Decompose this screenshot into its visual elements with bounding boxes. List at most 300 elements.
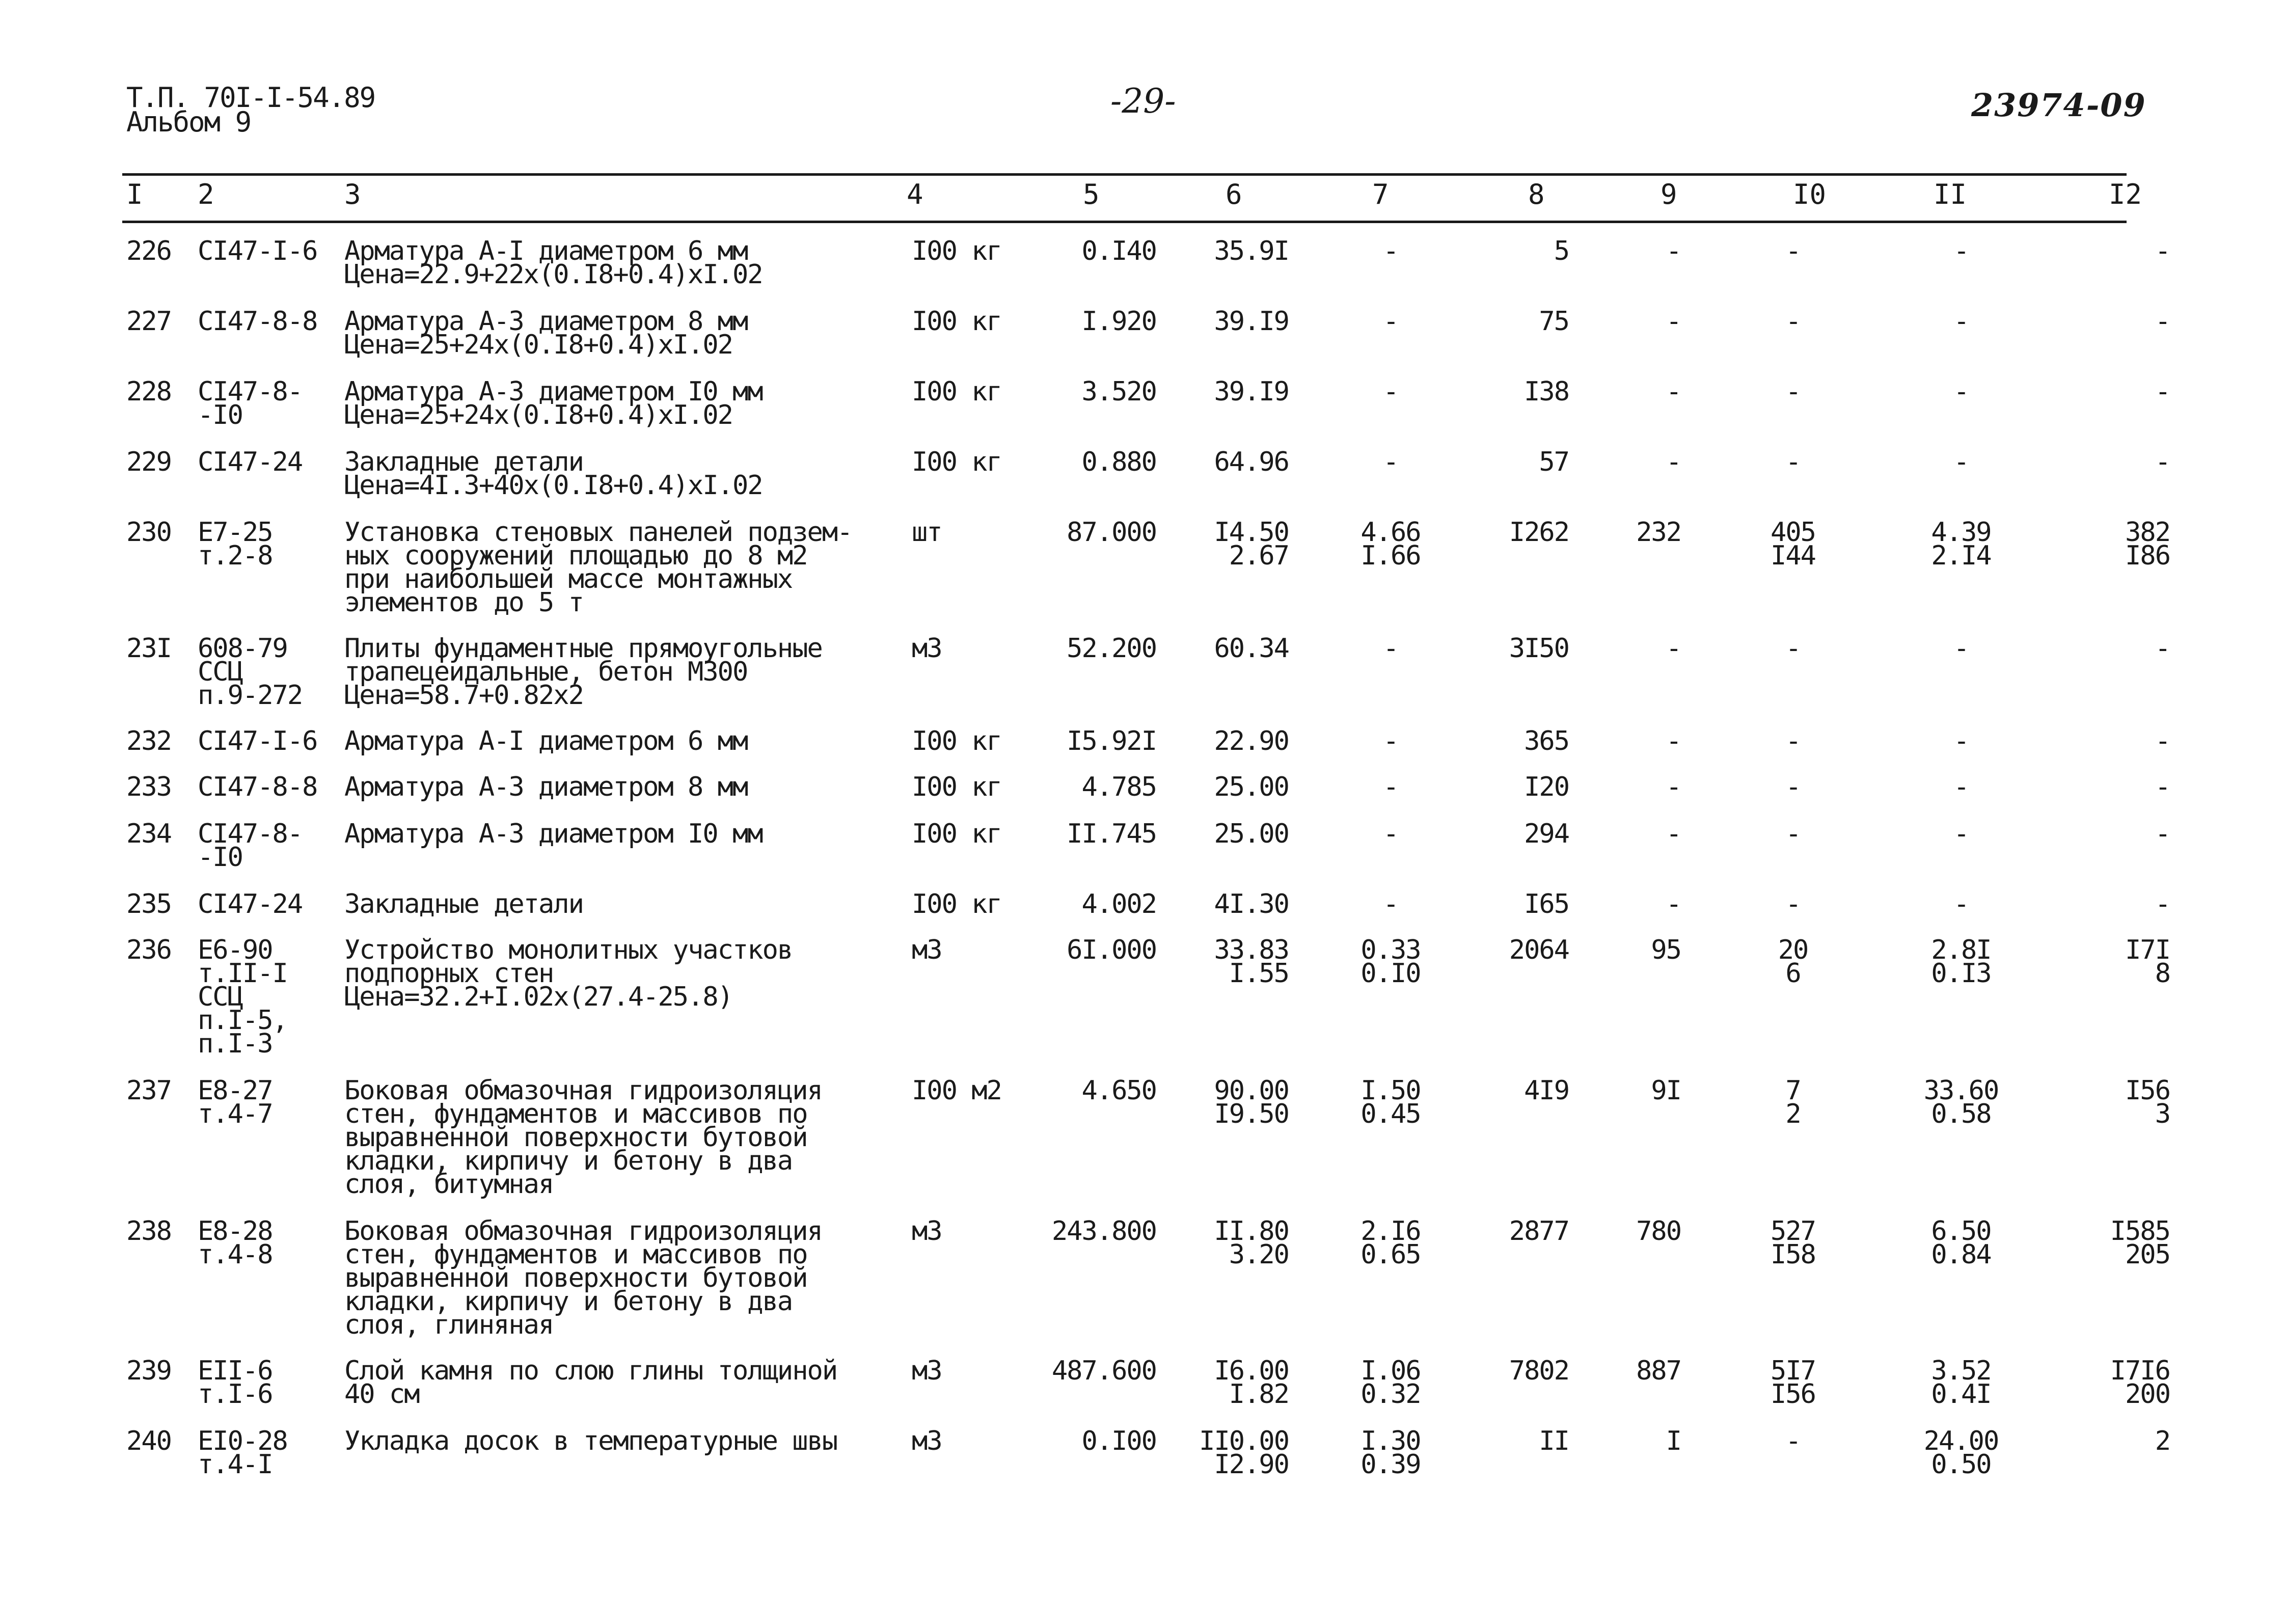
cell-line: 0.50 [1931,1449,1991,1480]
cell-unit: I00 кг [912,306,1001,337]
cell-line: 608-79 [198,633,287,664]
cell-line: 22.90 [1214,726,1289,756]
cell-desc [344,236,894,290]
column-header: 6 [1226,178,1242,210]
cell-line: 6 [1785,958,1801,989]
cell-code [198,633,330,711]
cell-unit: I00 кг [912,819,1001,849]
cell-c8: I65 [1524,889,1569,919]
cell-desc [344,889,894,919]
cell-line: - [1383,819,1398,849]
cell-line: - [1785,306,1801,337]
cell-c11 [1915,935,2007,989]
cell-line: - [2155,726,2170,756]
cell-line: I585 [2110,1216,2170,1247]
cell-line: I58 [1771,1239,1815,1270]
column-header: 8 [1528,178,1545,210]
cell-line: I.82 [1229,1379,1289,1410]
cell-line: CI47-8- [198,819,303,849]
cell-line: 527 [1771,1216,1815,1247]
cell-desc [344,376,894,430]
cell-code [198,726,330,756]
cell-line: Цена=25+24х(0.I8+0.4)хI.02 [344,330,732,360]
cell-c10 [1752,376,1834,407]
cell-c6 [1192,447,1289,477]
cell-qty: I.920 [1081,306,1156,337]
cell-line: Цена=32.2+I.02х(27.4-25.8) [344,982,732,1012]
cell-c11 [1915,819,2007,849]
cell-n: 227 [126,306,171,337]
cell-line: выравненной поверхности бутовой [344,1263,807,1293]
cell-c12 [2093,889,2170,919]
cell-c10 [1752,935,1834,989]
cell-line: 2.8I [1931,935,1991,965]
cell-qty: II.745 [1067,819,1156,849]
cell-line: 0.84 [1931,1239,1991,1270]
cell-c8: II [1539,1426,1569,1456]
cell-c9: 887 [1636,1356,1681,1386]
cell-line: 0.39 [1360,1449,1421,1480]
column-header: 3 [344,178,361,210]
cell-line: Укладка досок в температурные швы [344,1426,837,1456]
cell-code [198,376,330,430]
cell-c12 [2093,1216,2170,1270]
cell-line: CI47-8- [198,376,303,407]
cell-c7 [1345,1356,1436,1410]
cell-line: - [1785,376,1801,407]
cell-unit: I00 кг [912,376,1001,407]
cell-c6 [1192,1075,1289,1129]
cell-c12 [2093,1356,2170,1410]
cell-line: Цена=25+24х(0.I8+0.4)хI.02 [344,400,732,430]
cell-c9: I [1666,1426,1681,1456]
cell-n: 234 [126,819,171,849]
cell-n: 229 [126,447,171,477]
cell-code [198,517,330,571]
cell-c7 [1345,1075,1436,1129]
cell-c10 [1752,1075,1834,1129]
cell-c9: - [1666,306,1681,337]
cell-line: Боковая обмазочная гидроизоляция [344,1075,822,1106]
cell-line: - [1785,447,1801,477]
cell-line: 0.65 [1360,1239,1421,1270]
cell-line: слоя, глиняная [344,1310,554,1340]
cell-desc [344,1075,894,1200]
cell-line: - [1383,236,1398,266]
cell-c6 [1192,935,1289,989]
cell-unit: I00 кг [912,726,1001,756]
cell-unit: м3 [912,1216,942,1247]
cell-line: 90.00 [1214,1075,1289,1106]
cell-c12 [2093,517,2170,571]
cell-qty: 6I.000 [1067,935,1156,965]
cell-line: 4.39 [1931,517,1991,548]
cell-c8: 365 [1524,726,1569,756]
cell-c9: 9I [1651,1075,1681,1106]
cell-c10 [1752,633,1834,664]
cell-code [198,306,330,337]
cell-line: 64.96 [1214,447,1289,477]
album-label: Альбом 9 [126,106,251,138]
cell-c10 [1752,1216,1834,1270]
cell-line: - [1383,772,1398,802]
cell-line: I4.50 [1214,517,1289,548]
cell-c12 [2093,819,2170,849]
cell-c11 [1915,376,2007,407]
cell-line: 33.83 [1214,935,1289,965]
cell-line: т.II-I [198,958,287,989]
column-header: 5 [1083,178,1100,210]
cell-unit: I00 кг [912,889,1001,919]
cell-line: 60.34 [1214,633,1289,664]
cell-line: CI47-8-8 [198,772,317,802]
cell-n: 237 [126,1075,171,1106]
cell-line: 24.00 [1923,1426,1999,1456]
cell-c7 [1345,819,1436,849]
cell-line: Арматура А-I диаметром 6 мм [344,726,748,756]
cell-c10 [1752,726,1834,756]
cell-line: т.4-I [198,1449,273,1480]
cell-c12 [2093,447,2170,477]
cell-line: I2.90 [1214,1449,1289,1480]
cell-code [198,1356,330,1410]
cell-c10 [1752,1356,1834,1410]
cell-code [198,1426,330,1480]
cell-c11 [1915,772,2007,802]
cell-c8: I38 [1524,376,1569,407]
cell-line: I.66 [1360,540,1421,571]
cell-line: - [2155,236,2170,266]
cell-c6 [1192,517,1289,571]
cell-line: стен, фундаментов и массивов по [344,1239,807,1270]
cell-line: т.4-7 [198,1099,273,1129]
cell-c10 [1752,1426,1834,1456]
cell-c9: - [1666,447,1681,477]
cell-line: при наибольшей массе монтажных [344,564,793,594]
cell-desc [344,447,894,501]
cell-line: - [2155,889,2170,919]
table-header-rule [122,221,2127,223]
table-top-rule [122,173,2127,176]
cell-line: 25.00 [1214,772,1289,802]
cell-line: E8-28 [198,1216,273,1247]
cell-code [198,889,330,919]
cell-c11 [1915,1356,2007,1410]
cell-c11 [1915,447,2007,477]
cell-line: Закладные детали [344,889,583,919]
cell-line: Слой камня по слою глины толщиной [344,1356,837,1386]
cell-c10 [1752,517,1834,571]
cell-line: I9.50 [1214,1099,1289,1129]
cell-line: - [1953,772,1969,802]
cell-line: I56 [1771,1379,1815,1410]
cell-unit: I00 м2 [912,1075,1001,1106]
cell-line: 0.I3 [1931,958,1991,989]
cell-line: -I0 [198,400,242,430]
cell-c7 [1345,236,1436,266]
cell-line: - [2155,306,2170,337]
cell-line: 3.20 [1229,1239,1289,1270]
cell-unit: шт [912,517,942,548]
cell-qty: 4.650 [1081,1075,1156,1106]
cell-c11 [1915,726,2007,756]
cell-desc [344,772,894,802]
cell-c8: 2064 [1509,935,1569,965]
cell-c10 [1752,447,1834,477]
cell-line: 2.I4 [1931,540,1991,571]
cell-c7 [1345,772,1436,802]
cell-c7 [1345,726,1436,756]
cell-line: I.55 [1229,958,1289,989]
cell-line: 5I7 [1771,1356,1815,1386]
cell-line: - [1383,447,1398,477]
cell-desc [344,1216,894,1340]
cell-n: 235 [126,889,171,919]
cell-n: 23I [126,633,171,664]
cell-n: 230 [126,517,171,548]
cell-line: трапецеидальные, бетон М300 [344,657,748,687]
cell-c12 [2093,726,2170,756]
cell-line: I56 [2125,1075,2170,1106]
cell-line: 33.60 [1923,1075,1999,1106]
cell-c10 [1752,306,1834,337]
cell-qty: 4.785 [1081,772,1156,802]
cell-line: 2.67 [1229,540,1289,571]
cell-line: п.I-5, [198,1005,287,1036]
column-header: 7 [1372,178,1389,210]
column-header: I0 [1793,178,1827,210]
cell-line: 0.33 [1360,935,1421,965]
cell-line: 0.58 [1931,1099,1991,1129]
cell-unit: м3 [912,1426,942,1456]
cell-line: I.50 [1360,1075,1421,1106]
cell-c12 [2093,935,2170,989]
column-header: II [1934,178,1967,210]
cell-c7 [1345,1216,1436,1270]
cell-line: 3.52 [1931,1356,1991,1386]
cell-line: - [1785,726,1801,756]
cell-qty: 87.000 [1067,517,1156,548]
cell-unit: м3 [912,935,942,965]
cell-line: - [2155,819,2170,849]
cell-line: 0.4I [1931,1379,1991,1410]
cell-c10 [1752,889,1834,919]
cell-c6 [1192,306,1289,337]
cell-c7 [1345,935,1436,989]
table-header-row [0,179,2286,215]
cell-line: ССЦ [198,982,242,1012]
cell-n: 240 [126,1426,171,1456]
cell-line: 39.I9 [1214,306,1289,337]
cell-line: п.9-272 [198,680,303,711]
cell-unit: м3 [912,633,942,664]
cell-line: E8-27 [198,1075,273,1106]
project-code: Т.П. 70I-I-54.89 [126,82,375,114]
cell-c9: - [1666,819,1681,849]
cell-n: 233 [126,772,171,802]
cell-c9: - [1666,236,1681,266]
cell-line: I6.00 [1214,1356,1289,1386]
cell-c6 [1192,1356,1289,1410]
cell-code [198,1075,330,1129]
cell-line: -I0 [198,842,242,873]
cell-c12 [2093,306,2170,337]
cell-line: 40 см [344,1379,419,1410]
cell-unit: I00 кг [912,236,1001,266]
cell-line: элементов до 5 т [344,587,583,618]
cell-line: - [1953,633,1969,664]
document-code: 23974-09 [1971,87,2146,124]
cell-c6 [1192,376,1289,407]
cell-line: 6.50 [1931,1216,1991,1247]
cell-c7 [1345,306,1436,337]
cell-line: E7-25 [198,517,273,548]
cell-line: Арматура А-I диаметром 6 мм [344,236,748,266]
cell-line: кладки, кирпичу и бетону в два [344,1286,793,1317]
cell-c7 [1345,889,1436,919]
cell-line: Арматура А-3 диаметром 8 мм [344,772,748,802]
cell-c8: I262 [1509,517,1569,548]
cell-line: 8 [2155,958,2170,989]
cell-line: - [1953,889,1969,919]
cell-qty: 487.600 [1051,1356,1156,1386]
cell-line: II.80 [1214,1216,1289,1247]
cell-desc [344,1356,894,1410]
cell-line: - [2155,376,2170,407]
cell-c9: 780 [1636,1216,1681,1247]
cell-line: I.06 [1360,1356,1421,1386]
cell-c10 [1752,819,1834,849]
cell-line: Арматура А-3 диаметром I0 мм [344,376,763,407]
cell-c11 [1915,1426,2007,1480]
cell-line: - [1953,236,1969,266]
cell-c11 [1915,1075,2007,1129]
cell-qty: 243.800 [1051,1216,1156,1247]
column-header: 2 [198,178,214,210]
cell-unit: I00 кг [912,447,1001,477]
cell-c7 [1345,633,1436,664]
cell-c12 [2093,236,2170,266]
cell-line: - [1785,633,1801,664]
cell-line: 200 [2125,1379,2170,1410]
cell-line: 20 [1778,935,1808,965]
cell-line: ных сооружений площадью до 8 м2 [344,540,807,571]
cell-qty: 0.880 [1081,447,1156,477]
cell-line: - [1953,447,1969,477]
cell-c7 [1345,447,1436,477]
cell-line: 3 [2155,1099,2170,1129]
cell-c9: - [1666,376,1681,407]
cell-qty: 0.I40 [1081,236,1156,266]
cell-n: 239 [126,1356,171,1386]
cell-c9: - [1666,726,1681,756]
cell-n: 236 [126,935,171,965]
cell-line: Арматура А-3 диаметром I0 мм [344,819,763,849]
cell-line: Установка стеновых панелей подзем- [344,517,852,548]
cell-c8: 4I9 [1524,1075,1569,1106]
cell-line: Устройство монолитных участков [344,935,793,965]
cell-c8: 7802 [1509,1356,1569,1386]
cell-line: 7 [1785,1075,1801,1106]
cell-line: - [1383,306,1398,337]
cell-line: 4.66 [1360,517,1421,548]
cell-c12 [2093,633,2170,664]
cell-line: т.2-8 [198,540,273,571]
cell-line: 39.I9 [1214,376,1289,407]
cell-c11 [1915,517,2007,571]
cell-line: - [1383,889,1398,919]
cell-qty: 4.002 [1081,889,1156,919]
cell-qty: 52.200 [1067,633,1156,664]
cell-c11 [1915,633,2007,664]
cell-c9: - [1666,633,1681,664]
cell-line: Боковая обмазочная гидроизоляция [344,1216,822,1247]
cell-c8: I20 [1524,772,1569,802]
cell-c10 [1752,772,1834,802]
cell-c12 [2093,772,2170,802]
cell-line: CI47-24 [198,889,303,919]
cell-line: 405 [1771,517,1815,548]
cell-line: п.I-3 [198,1028,273,1059]
cell-qty: 3.520 [1081,376,1156,407]
cell-line: II0.00 [1199,1426,1289,1456]
cell-line: - [2155,633,2170,664]
cell-line: Арматура А-3 диаметром 8 мм [344,306,748,337]
cell-unit: I00 кг [912,772,1001,802]
cell-line: CI47-I-6 [198,726,317,756]
cell-unit: м3 [912,1356,942,1386]
cell-line: - [1953,819,1969,849]
cell-line: EI0-28 [198,1426,287,1456]
cell-line: EII-6 [198,1356,273,1386]
cell-c9: 232 [1636,517,1681,548]
cell-line: - [2155,772,2170,802]
cell-c6 [1192,633,1289,664]
cell-line: Цена=58.7+0.82х2 [344,680,583,711]
cell-line: I86 [2125,540,2170,571]
cell-desc [344,633,894,711]
cell-c8: 2877 [1509,1216,1569,1247]
cell-n: 232 [126,726,171,756]
cell-c9: - [1666,772,1681,802]
cell-code [198,935,330,1059]
cell-line: - [1785,889,1801,919]
cell-code [198,772,330,802]
cell-c6 [1192,889,1289,919]
cell-line: - [1383,726,1398,756]
cell-desc [344,1426,894,1456]
cell-line: 2.I6 [1360,1216,1421,1247]
cell-line: - [1953,376,1969,407]
cell-line: CI47-24 [198,447,303,477]
cell-line: - [1383,633,1398,664]
cell-line: ССЦ [198,657,242,687]
cell-qty: 0.I00 [1081,1426,1156,1456]
cell-code [198,447,330,477]
cell-desc [344,306,894,360]
cell-line: - [1785,1426,1801,1456]
header-left [126,82,375,138]
cell-desc [344,726,894,756]
column-header: 9 [1661,178,1677,210]
cell-c8: 3I50 [1509,633,1569,664]
cell-line: кладки, кирпичу и бетону в два [344,1146,793,1176]
cell-line: I7I [2125,935,2170,965]
cell-line: I.30 [1360,1426,1421,1456]
cell-c6 [1192,1426,1289,1480]
cell-c6 [1192,819,1289,849]
cell-line: - [1785,819,1801,849]
